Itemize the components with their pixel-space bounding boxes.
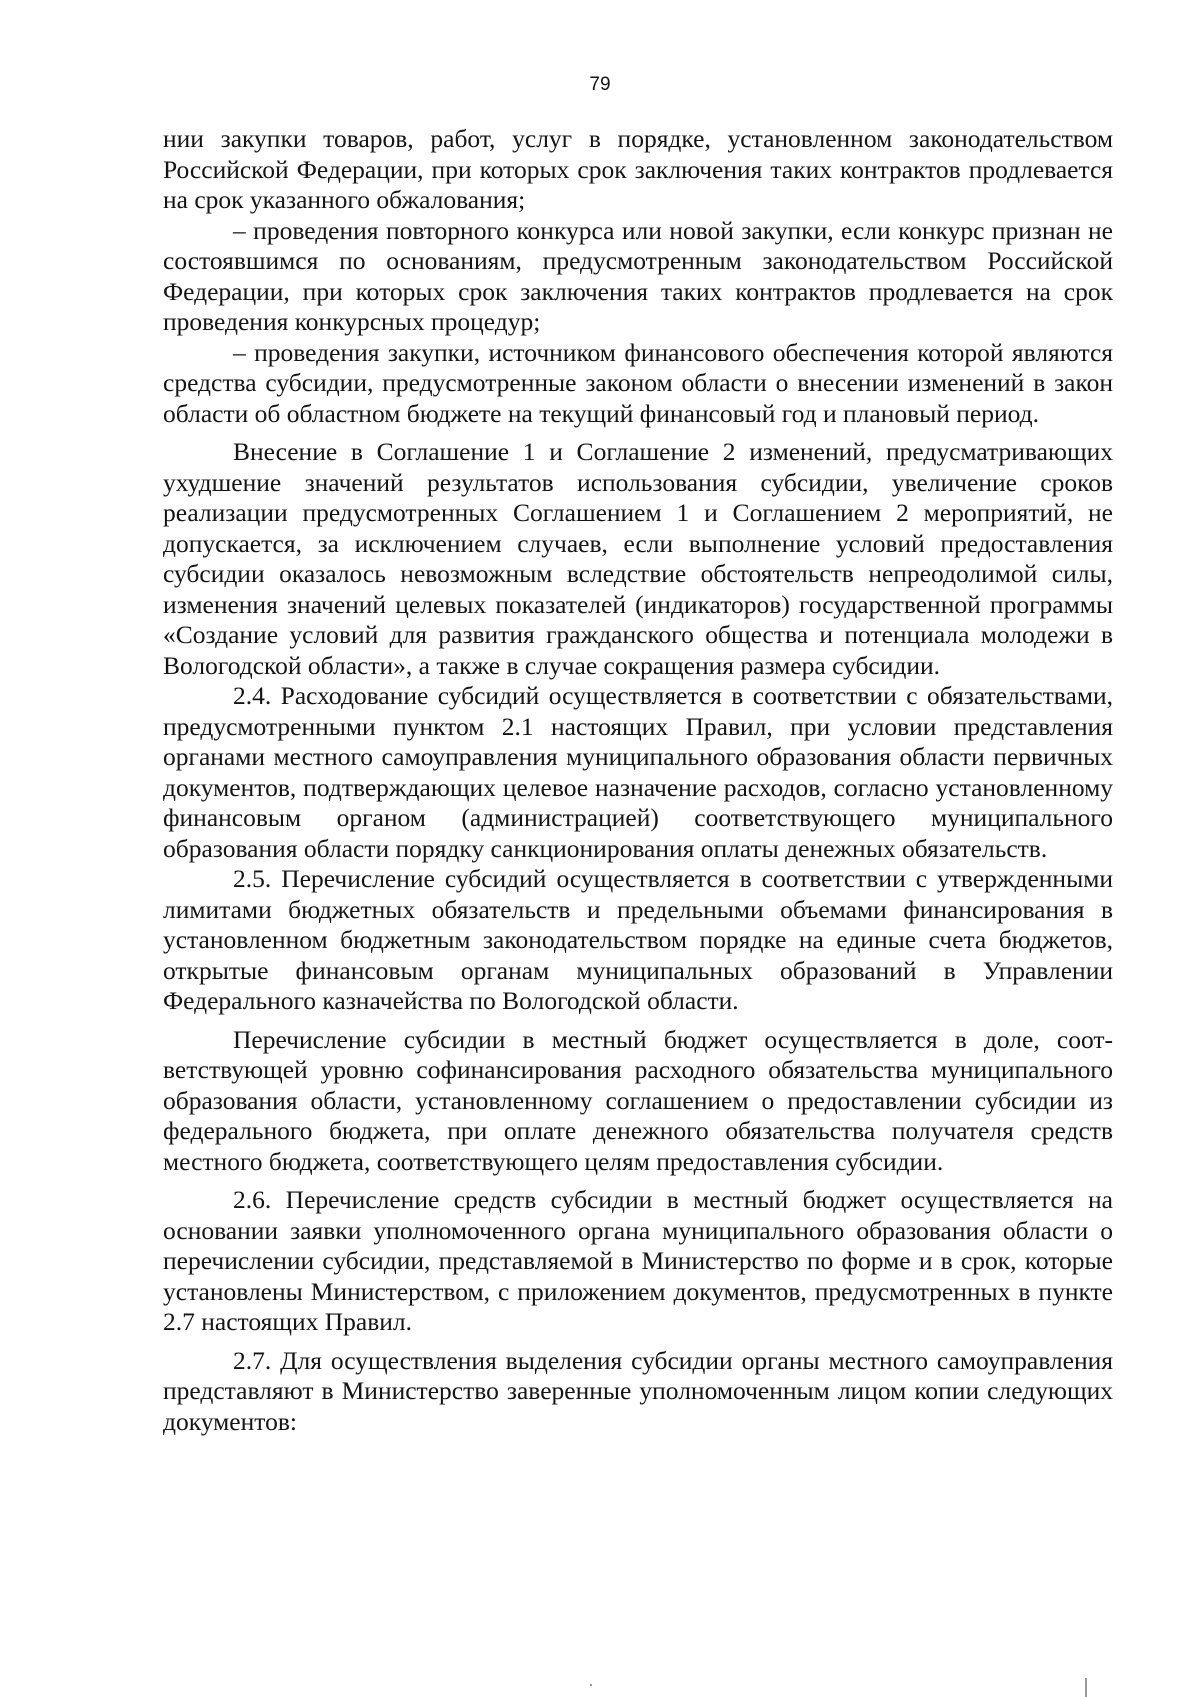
document-body [163,124,1113,1437]
paragraph: нии закупки товаров, работ, услуг в порядке, установленном законодательством Российской Федерации, при которых срок заключения таких контрактов продлевается на срок указанного обжалования; [163,124,1113,214]
paragraph: 2.6. Перечисление средств субсидии в местный бюджет осуществляется на основании заявки уполномоченного органа муниципального образования области о перечислении субсидии, представляемой в Министерство по форме и в срок, которые установлены Министерством, с приложением документов, предусмотренных в пункте 2.7 настоящих Правил. [163,1185,1113,1336]
scan-artifact [1085,1678,1087,1697]
paragraph: 2.7. Для осуществления выделения субсидии органы местного самоуправления представляют в Министерство заверенные уполномоченным лицом копии следующих документов: [163,1345,1113,1436]
paragraph: Внесение в Соглашение 1 и Соглашение 2 изменений, предусматривающих ухудшение значений результатов использования субсидии, увеличение сроков реализации предусмотренных Соглашением 1 и Соглашением 2 мероприятий, не допускается, за исключением случаев, если выполнение условий предоставления субсидии оказалось невозможным вследствие обстоятельств непреодолимой силы, изменения значений целевых показателей (индикаторов) государственной программы «Создание условий для развития гражданского общества и потенциала молодежи в Вологодской области», а также в случае сокращения размера субсидии. [163,437,1113,680]
paragraph: 2.4. Расходование субсидий осуществляется в соответствии с обязательствами, предусмотренными пунктом 2.1 настоящих Правил, при условии представления органами местного самоуправления муниципального образования области первичных документов, подтверждающих целевое назначение расходов, согласно установленному финансовым органом (администрацией) соответствующего муниципального образования области порядку санкционирования оплаты денежных обязательств. [163,681,1113,863]
scan-artifact [590,1684,592,1686]
paragraph: – проведения повторного конкурса или новой закупки, если конкурс признан не состоявшимся по основаниям, предусмотренным законодательством Российской Федерации, при которых срок заключения таких контрактов продлевается на срок проведения конкурсных процедур; [163,215,1113,336]
paragraph: – проведения закупки, источником финансового обеспечения которой являются средства субсидии, предусмотренные законом области о внесении изменений в закон области об областном бюджете на текущий финансовый год и плановый период. [163,337,1113,428]
paragraph: 2.5. Перечисление субсидий осуществляется в соответствии с утвержденными лимитами бюджетных обязательств и предельными объемами финансирования в установленном бюджетным законодательством порядке на единые счета бюджетов, открытые финансовым органам муниципальных образований в Управлении Федерального казначейства по Вологодской области. [163,864,1113,1015]
page-number: 79 [589,74,611,95]
paragraph: Перечисление субсидии в местный бюджет осуществляется в доле, соответствующей уровню софинансирования расходного обязательства муниципального образования области, установленному соглашением о предоставлении субсидии из федерального бюджета, при оплате денежного обязательства получателя средств местного бюджета, соответствующего целям предоставления субсидии. [163,1024,1113,1176]
